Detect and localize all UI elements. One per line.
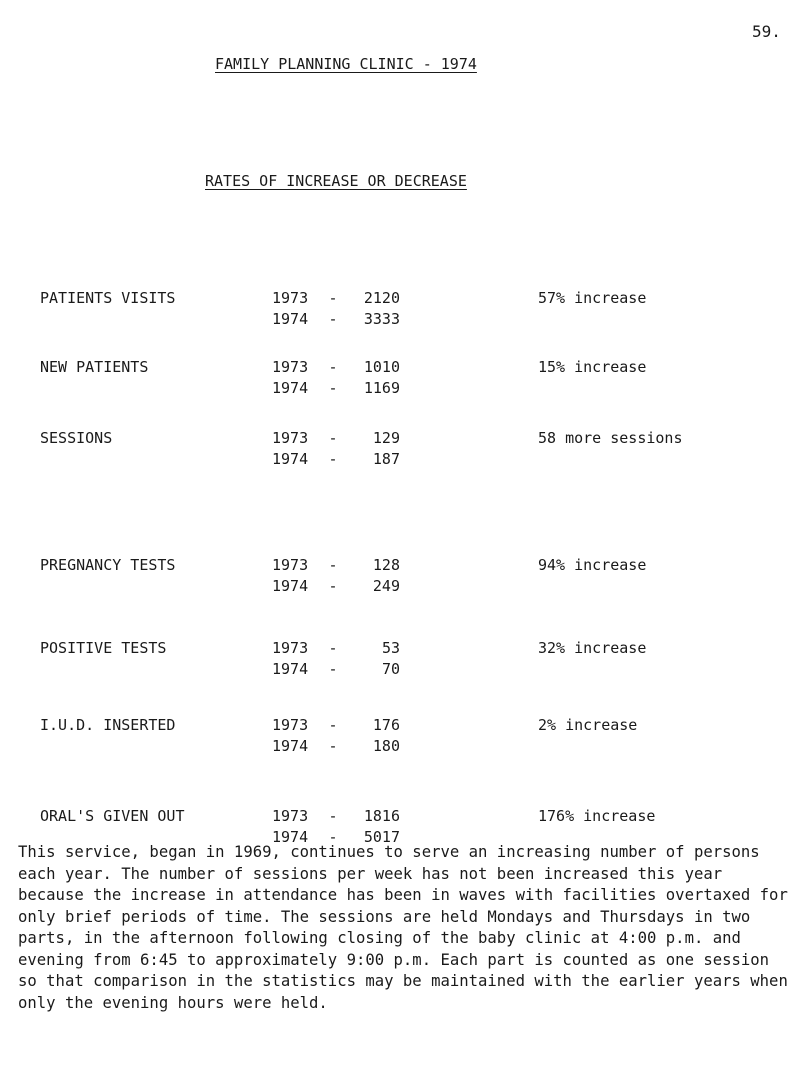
stat-label: ORAL'S GIVEN OUT — [40, 807, 185, 825]
stat-value: 249 — [372, 577, 400, 595]
stat-value: 180 — [372, 737, 400, 755]
stat-value: 3333 — [363, 310, 400, 328]
dash: - — [328, 716, 338, 734]
stat-year: 1974 — [272, 379, 309, 397]
summary-paragraph: This service, began in 1969, continues to serve an increasing number of persons each year. The number of sessions per week has not been increased this year because the increase in attendance has been in waves with facilities overtaxed for only brief periods of time. The sessions are held Mondays and Thursdays in two parts, in the afternoon following closing of the baby clinic at 4:00 p.m. and evening from 6:45 to approximately 9:00 p.m. Each part is counted as one session so that comparison in the statistics may be maintained with the earlier years when only the evening hours were held. — [18, 843, 788, 1012]
dash: - — [328, 556, 338, 574]
stat-row-new-patients — [0, 358, 800, 400]
stat-value: 5017 — [363, 828, 400, 846]
dash: - — [328, 807, 338, 825]
stat-year: 1973 — [272, 289, 309, 307]
stat-result: 94% increase — [538, 556, 647, 574]
stat-row-positive-tests — [0, 639, 800, 681]
dash: - — [328, 577, 338, 595]
stat-value: 1169 — [363, 379, 400, 397]
stat-year: 1973 — [272, 358, 309, 376]
stat-row-pregnancy-tests — [0, 556, 800, 598]
stat-year: 1974 — [272, 660, 309, 678]
dash: - — [328, 310, 338, 328]
stat-label: POSITIVE TESTS — [40, 639, 167, 657]
stat-value: 2120 — [363, 289, 400, 307]
stat-year: 1974 — [272, 577, 309, 595]
stat-year: 1973 — [272, 807, 309, 825]
stat-result: 57% increase — [538, 289, 647, 307]
stat-row-iud-inserted — [0, 716, 800, 758]
stat-label: SESSIONS — [40, 429, 113, 447]
stat-year: 1973 — [272, 429, 309, 447]
stat-row-patients-visits — [0, 289, 800, 331]
stat-year: 1974 — [272, 737, 309, 755]
stat-result: 32% increase — [538, 639, 647, 657]
dash: - — [328, 429, 338, 447]
dash: - — [328, 450, 338, 468]
stat-value: 53 — [381, 639, 400, 657]
stat-result: 2% increase — [538, 716, 638, 734]
stat-result: 15% increase — [538, 358, 647, 376]
stat-value: 1010 — [363, 358, 400, 376]
stat-year: 1973 — [272, 556, 309, 574]
stat-result: 176% increase — [538, 807, 656, 825]
stat-year: 1974 — [272, 828, 309, 846]
page-title: FAMILY PLANNING CLINIC - 1974 — [215, 55, 477, 73]
stat-value: 129 — [372, 429, 400, 447]
stat-result: 58 more sessions — [538, 429, 683, 447]
stat-value: 128 — [372, 556, 400, 574]
stat-year: 1973 — [272, 716, 309, 734]
stat-label: I.U.D. INSERTED — [40, 716, 176, 734]
dash: - — [328, 639, 338, 657]
stat-label: PREGNANCY TESTS — [40, 556, 176, 574]
page-number: 59. — [752, 22, 781, 41]
section-subtitle: RATES OF INCREASE OR DECREASE — [205, 172, 467, 190]
dash: - — [328, 289, 338, 307]
dash: - — [328, 828, 338, 846]
stat-value: 176 — [372, 716, 400, 734]
stat-year: 1973 — [272, 639, 309, 657]
stat-value: 70 — [381, 660, 400, 678]
stat-year: 1974 — [272, 310, 309, 328]
dash: - — [328, 737, 338, 755]
stat-row-sessions — [0, 429, 800, 471]
dash: - — [328, 358, 338, 376]
stat-value: 1816 — [363, 807, 400, 825]
stat-label: PATIENTS VISITS — [40, 289, 176, 307]
dash: - — [328, 660, 338, 678]
stat-label: NEW PATIENTS — [40, 358, 149, 376]
dash: - — [328, 379, 338, 397]
stat-value: 187 — [372, 450, 400, 468]
stat-year: 1974 — [272, 450, 309, 468]
